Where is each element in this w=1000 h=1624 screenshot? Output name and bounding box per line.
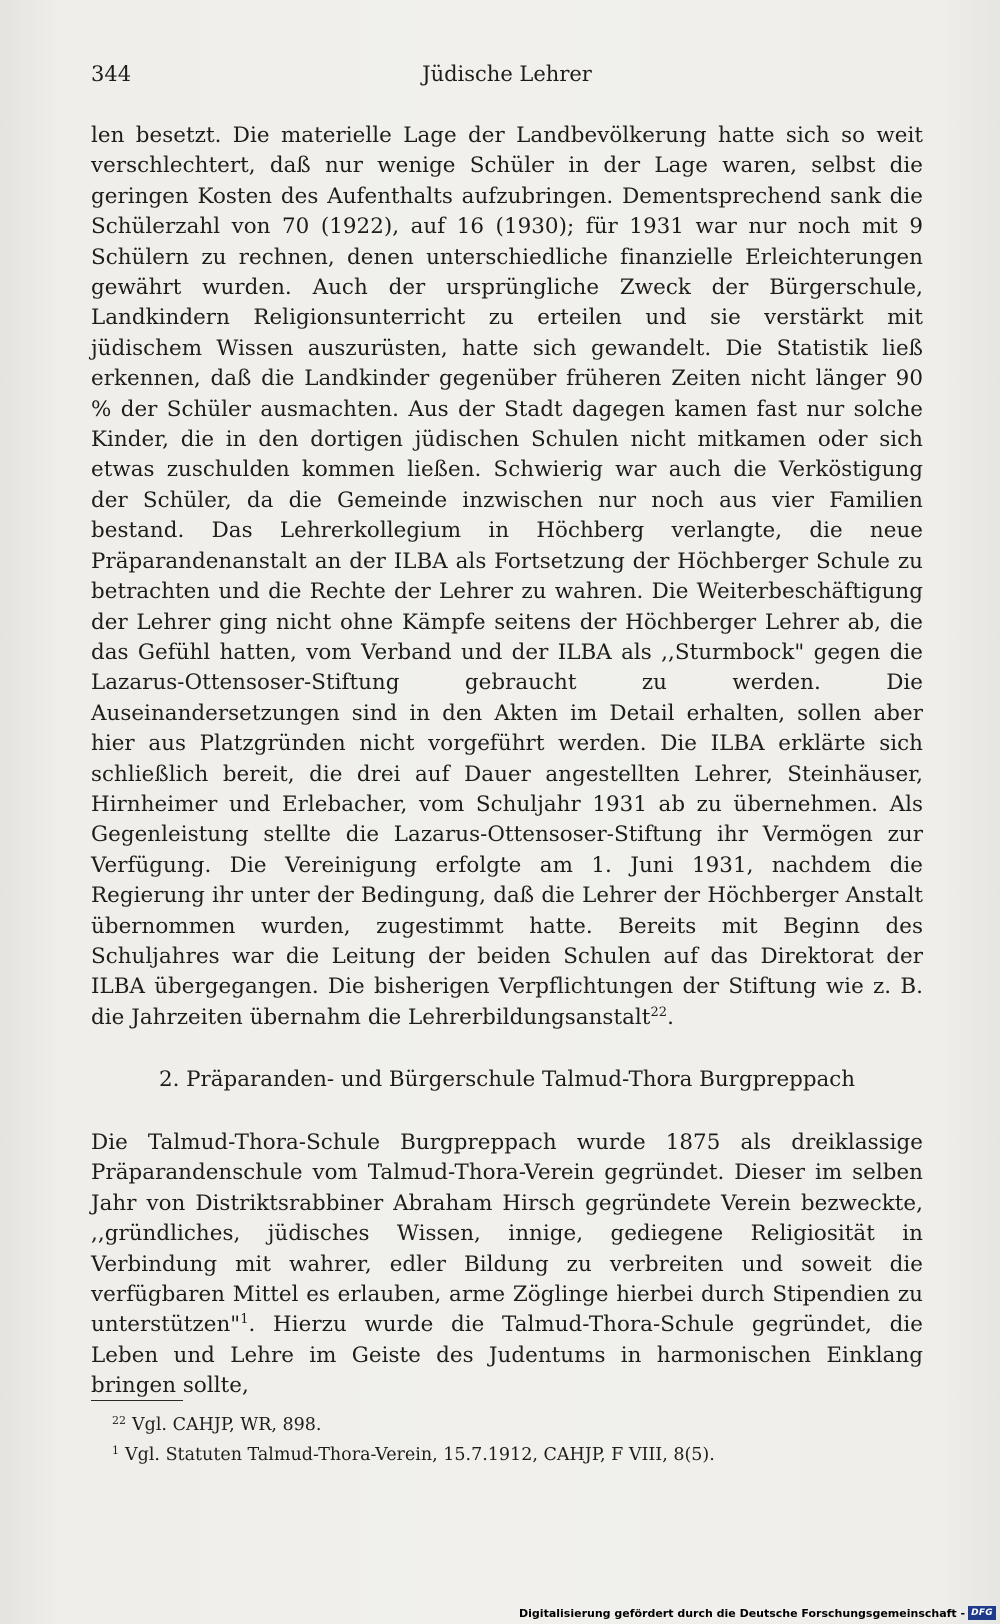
paragraph-text-continued: . Hierzu wurde die Talmud-Thora-Schule gegründet, die Leben und Lehre im Geiste des Judentums in harmonischen Einklang bringen sollte,	[91, 1312, 923, 1399]
page-header	[91, 62, 923, 96]
digitization-credit: Digitalisierung gefördert durch die Deutsche Forschungsgemeinschaft -	[519, 1606, 966, 1620]
paragraph-end: .	[667, 1004, 674, 1030]
body-paragraph	[91, 121, 923, 1033]
paragraph-text: Die Talmud-Thora-Schule Burgpreppach wurde 1875 als dreiklassige Präparandenschule vom Talmud-Thora-Verein gegründet. Dieser im selben Jahr von Distriktsrabbiner Abraham Hirsch gegründete Verein bezweckte, ,,gründliches, jüdisches Wissen, innige, gediegene Religiosität in Verbindung mit wahrer, edler Bildung zu verbreiten und soweit die verfügbaren Mittel es erlauben, arme Zöglinge hierbei durch Stipendien zu unterstützen"	[91, 1130, 923, 1338]
footnote-mark: 1	[112, 1444, 119, 1457]
footnote-reference[interactable]: 1	[240, 1312, 249, 1328]
footnotes	[91, 1408, 923, 1468]
body-paragraph	[91, 1128, 923, 1402]
page-number: 344	[91, 62, 132, 86]
dfg-logo: DFG	[968, 1606, 996, 1620]
paragraph-text: len besetzt. Die materielle Lage der Landbevölkerung hatte sich so weit verschlechtert, daß nur wenige Schüler in der Lage waren, selbst die geringen Kosten des Aufenthalts aufzubringen. Dementsprechend sank die Schülerzahl von 70 (1922), auf 16 (1930); für 1931 war nur noch mit 9 Schülern zu rechnen, denen unterschiedliche finanzielle Erleichterungen gewährt wurden. Auch der ursprüngliche Zweck der Bürgerschule, Landkindern Religionsunterricht zu erteilen und sie verstärkt mit jüdischem Wissen auszurüsten, hatte sich gewandelt. Die Statistik ließ erkennen, daß die Landkinder gegenüber früheren Zeiten nicht länger 90 % der Schüler ausmachten. Aus der Stadt dagegen kamen fast nur solche Kinder, die in den dortigen jüdischen Schulen nicht mitkamen oder sich etwas zuschulden kommen ließen. Schwierig war auch die Verköstigung der Schüler, da die Gemeinde inzwischen nur noch aus vier Familien bestand. Das Lehrerkollegium in Höchberg verlangte, die neue Präparandenanstalt an der ILBA als Fortsetzung der Höchberger Schule zu betrachten und die Rechte der Lehrer zu wahren. Die Weiterbeschäftigung der Lehrer ging nicht ohne Kämpfe seitens der Höchberger Lehrer ab, die das Gefühl hatten, vom Verband und der ILBA als ,,Sturmbock" gegen die Lazarus-Ottensoser-Stiftung gebraucht zu werden. Die Auseinandersetzungen sind in den Akten im Detail erhalten, sollen aber hier aus Platzgründen nicht vorgeführt werden. Die ILBA erklärte sich schließlich bereit, die drei auf Dauer angestellten Lehrer, Steinhäuser, Hirnheimer und Erlebacher, vom Schuljahr 1931 ab zu übernehmen. Als Gegenleistung stellte die Lazarus-Ottensoser-Stiftung ihr Vermögen zur Verfügung. Die Vereinigung erfolgte am 1. Juni 1931, nachdem die Regierung ihr unter der Bedingung, daß die Lehrer der Höchberger Anstalt übernommen wurden, zugestimmt hatte. Bereits mit Beginn des Schuljahres war die Leitung der beiden Schulen auf das Direktorat der ILBA übergegangen. Die bisherigen Verpflichtungen der Stiftung wie z. B. die Jahrzeiten übernahm die Lehrerbildungsanstalt	[91, 123, 923, 1030]
footnote-text: Vgl. Statuten Talmud-Thora-Verein, 15.7.1912, CAHJP, F VIII, 8(5).	[125, 1445, 715, 1465]
footnote-text: Vgl. CAHJP, WR, 898.	[132, 1415, 322, 1435]
footnote-reference[interactable]: 22	[650, 1004, 668, 1020]
footnote	[91, 1408, 923, 1438]
section-heading: 2. Präparanden- und Bürgerschule Talmud-Thora Burgpreppach	[158, 1067, 856, 1092]
footnote-mark: 22	[112, 1414, 126, 1427]
footnote	[91, 1438, 923, 1468]
running-title: Jüdische Lehrer	[422, 62, 592, 86]
footnote-divider	[91, 1400, 183, 1401]
digitization-stamp	[519, 1606, 996, 1620]
